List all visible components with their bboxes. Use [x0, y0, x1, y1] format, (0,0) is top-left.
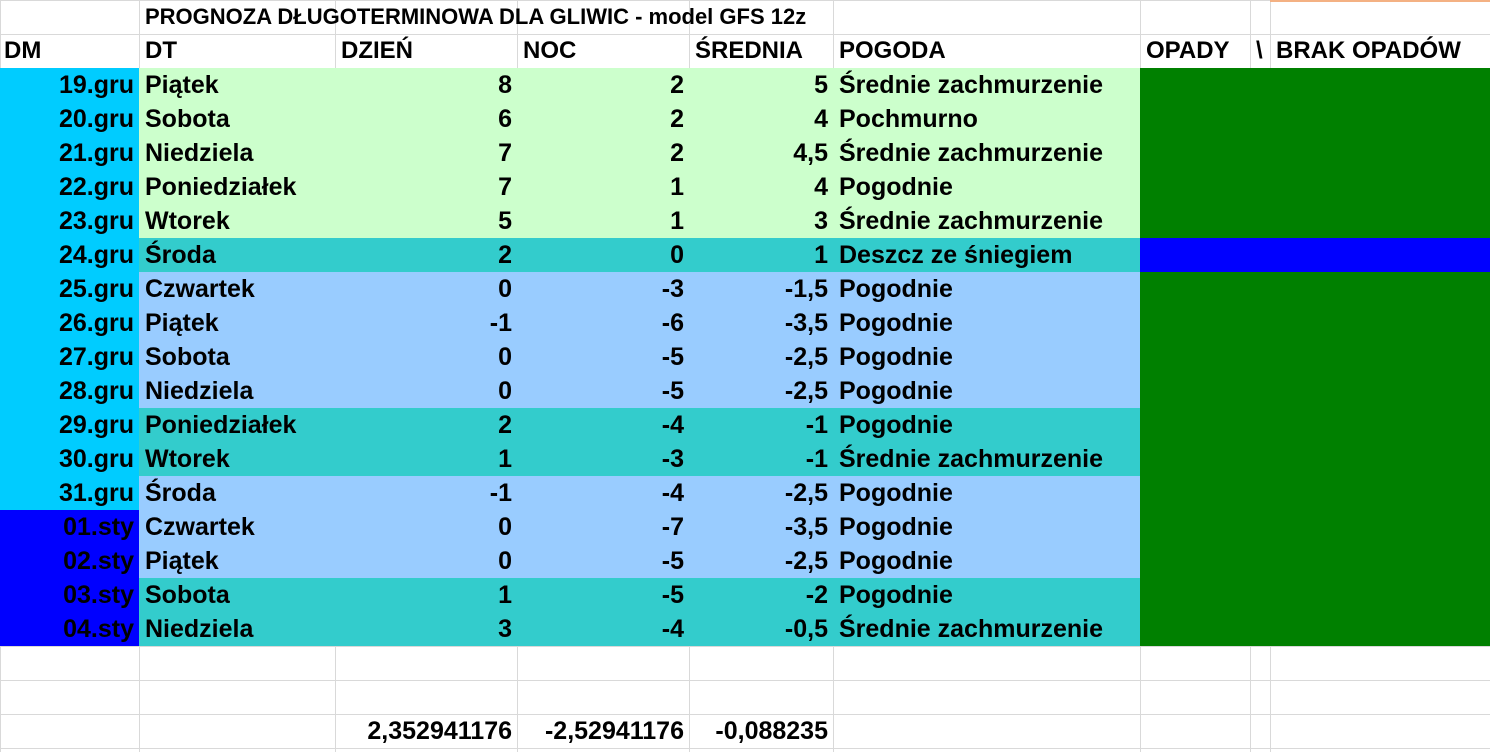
cell-precip-indicator[interactable] [1140, 136, 1490, 170]
cell-avg-temp[interactable]: -1 [689, 442, 833, 476]
cell-avg-temp[interactable]: -1 [689, 408, 833, 442]
cell-weekday[interactable]: Niedziela [139, 136, 335, 170]
row-gridline [0, 646, 1490, 647]
cell-weather[interactable]: Średnie zachmurzenie [833, 442, 1140, 476]
header-brak[interactable]: BRAK OPADÓW [1276, 37, 1461, 64]
cell-date[interactable]: 04.sty [0, 612, 139, 646]
cell-weekday[interactable]: Sobota [139, 102, 335, 136]
cell-precip-indicator[interactable] [1140, 340, 1490, 374]
cell-precip-indicator[interactable] [1140, 102, 1490, 136]
cell-day-temp[interactable]: 0 [335, 510, 517, 544]
cell-weekday[interactable]: Piątek [139, 306, 335, 340]
cell-precip-indicator[interactable] [1140, 510, 1490, 544]
cell-day-temp[interactable]: 2 [335, 408, 517, 442]
cell-precip-indicator[interactable] [1140, 170, 1490, 204]
cell-day-temp[interactable]: -1 [335, 306, 517, 340]
cell-weekday[interactable]: Środa [139, 238, 335, 272]
cell-date[interactable]: 25.gru [0, 272, 139, 306]
cell-weekday[interactable]: Poniedziałek [139, 408, 335, 442]
cell-night-temp[interactable]: -3 [517, 272, 689, 306]
cell-date[interactable]: 19.gru [0, 68, 139, 102]
cell-day-temp[interactable]: 3 [335, 612, 517, 646]
cell-date[interactable]: 28.gru [0, 374, 139, 408]
cell-date[interactable]: 20.gru [0, 102, 139, 136]
avg-night-temp[interactable]: -2,52941176 [544, 717, 684, 745]
cell-date[interactable]: 30.gru [0, 442, 139, 476]
cell-weekday[interactable]: Sobota [139, 578, 335, 612]
cell-precip-indicator[interactable] [1140, 578, 1490, 612]
cell-weather[interactable]: Pogodnie [833, 544, 1140, 578]
cell-date[interactable]: 03.sty [0, 578, 139, 612]
cell-weather[interactable]: Pogodnie [833, 306, 1140, 340]
cell-night-temp[interactable]: -4 [517, 408, 689, 442]
cell-weekday[interactable]: Czwartek [139, 272, 335, 306]
cell-weekday[interactable]: Piątek [139, 544, 335, 578]
cell-avg-temp[interactable]: -2 [689, 578, 833, 612]
cell-precip-indicator[interactable] [1140, 238, 1490, 272]
row-gridline [0, 680, 1490, 681]
cell-day-temp[interactable]: 5 [335, 204, 517, 238]
cell-day-temp[interactable]: 7 [335, 136, 517, 170]
cell-avg-temp[interactable]: -0,5 [689, 612, 833, 646]
header-dt[interactable]: DT [145, 37, 177, 64]
cell-weekday[interactable]: Wtorek [139, 442, 335, 476]
cell-weekday[interactable]: Sobota [139, 340, 335, 374]
cell-day-temp[interactable]: 6 [335, 102, 517, 136]
header-dzien[interactable]: DZIEŃ [341, 37, 413, 64]
cell-precip-indicator[interactable] [1140, 442, 1490, 476]
cell-weekday[interactable]: Czwartek [139, 510, 335, 544]
cell-avg-temp[interactable]: 4 [689, 170, 833, 204]
cell-weather[interactable]: Średnie zachmurzenie [833, 204, 1140, 238]
cell-weekday[interactable]: Niedziela [139, 374, 335, 408]
cell-precip-indicator[interactable] [1140, 272, 1490, 306]
header-opady[interactable]: OPADY [1146, 37, 1230, 64]
cell-night-temp[interactable]: -5 [517, 374, 689, 408]
cell-weather[interactable]: Deszcz ze śniegiem [833, 238, 1140, 272]
cell-night-temp[interactable]: 2 [517, 68, 689, 102]
header-separator[interactable]: \ [1256, 37, 1263, 64]
cell-avg-temp[interactable]: 4 [689, 102, 833, 136]
header-srednia[interactable]: ŚREDNIA [695, 37, 804, 64]
cell-weather[interactable]: Pogodnie [833, 374, 1140, 408]
cell-night-temp[interactable]: 0 [517, 238, 689, 272]
cell-day-temp[interactable]: 0 [335, 544, 517, 578]
row-gridline [0, 748, 1490, 749]
cell-weekday[interactable]: Niedziela [139, 612, 335, 646]
header-noc[interactable]: NOC [523, 37, 577, 64]
cell-date[interactable]: 31.gru [0, 476, 139, 510]
header-pogoda[interactable]: POGODA [839, 37, 946, 64]
cell-night-temp[interactable]: -3 [517, 442, 689, 476]
cell-precip-indicator[interactable] [1140, 612, 1490, 646]
cell-precip-indicator[interactable] [1140, 374, 1490, 408]
cell-precip-indicator[interactable] [1140, 306, 1490, 340]
cell-date[interactable]: 23.gru [0, 204, 139, 238]
cell-weather[interactable]: Pogodnie [833, 578, 1140, 612]
cell-day-temp[interactable]: 0 [335, 272, 517, 306]
cell-day-temp[interactable]: 0 [335, 374, 517, 408]
cell-weekday[interactable]: Wtorek [139, 204, 335, 238]
cell-day-temp[interactable]: 8 [335, 68, 517, 102]
cell-weather[interactable]: Pogodnie [833, 340, 1140, 374]
cell-avg-temp[interactable]: 5 [689, 68, 833, 102]
cell-weather[interactable]: Pochmurno [833, 102, 1140, 136]
cell-avg-temp[interactable]: -2,5 [689, 374, 833, 408]
cell-avg-temp[interactable]: -2,5 [689, 476, 833, 510]
cell-precip-indicator[interactable] [1140, 476, 1490, 510]
cell-weather[interactable]: Pogodnie [833, 272, 1140, 306]
cell-day-temp[interactable]: 2 [335, 238, 517, 272]
cell-night-temp[interactable]: -7 [517, 510, 689, 544]
cell-avg-temp[interactable]: 3 [689, 204, 833, 238]
sheet-title[interactable]: PROGNOZA DŁUGOTERMINOWA DLA GLIWIC - model GFS 12z [145, 4, 807, 29]
cell-date[interactable]: 24.gru [0, 238, 139, 272]
cell-date[interactable]: 27.gru [0, 340, 139, 374]
cell-night-temp[interactable]: 1 [517, 170, 689, 204]
cell-weather[interactable]: Pogodnie [833, 170, 1140, 204]
cell-weather[interactable]: Średnie zachmurzenie [833, 136, 1140, 170]
selection-accent [1270, 0, 1490, 2]
cell-avg-temp[interactable]: -2,5 [689, 544, 833, 578]
cell-night-temp[interactable]: -5 [517, 544, 689, 578]
header-dm[interactable]: DM [4, 37, 42, 64]
cell-night-temp[interactable]: -5 [517, 340, 689, 374]
cell-weather[interactable]: Pogodnie [833, 510, 1140, 544]
cell-weekday[interactable]: Poniedziałek [139, 170, 335, 204]
cell-date[interactable]: 22.gru [0, 170, 139, 204]
cell-night-temp[interactable]: 1 [517, 204, 689, 238]
cell-avg-temp[interactable]: -3,5 [689, 510, 833, 544]
cell-day-temp[interactable]: 1 [335, 442, 517, 476]
cell-day-temp[interactable]: -1 [335, 476, 517, 510]
cell-precip-indicator[interactable] [1140, 68, 1490, 102]
cell-day-temp[interactable]: 1 [335, 578, 517, 612]
cell-avg-temp[interactable]: -2,5 [689, 340, 833, 374]
cell-avg-temp[interactable]: -1,5 [689, 272, 833, 306]
cell-night-temp[interactable]: -4 [517, 612, 689, 646]
avg-mean-temp[interactable]: -0,088235 [715, 717, 828, 745]
cell-avg-temp[interactable]: 1 [689, 238, 833, 272]
cell-weather[interactable]: Pogodnie [833, 408, 1140, 442]
cell-date[interactable]: 29.gru [0, 408, 139, 442]
cell-night-temp[interactable]: 2 [517, 136, 689, 170]
cell-weather[interactable]: Pogodnie [833, 476, 1140, 510]
cell-day-temp[interactable]: 7 [335, 170, 517, 204]
cell-date[interactable]: 26.gru [0, 306, 139, 340]
cell-night-temp[interactable]: 2 [517, 102, 689, 136]
cell-weather[interactable]: Średnie zachmurzenie [833, 68, 1140, 102]
cell-day-temp[interactable]: 0 [335, 340, 517, 374]
cell-avg-temp[interactable]: 4,5 [689, 136, 833, 170]
cell-night-temp[interactable]: -4 [517, 476, 689, 510]
cell-precip-indicator[interactable] [1140, 544, 1490, 578]
cell-precip-indicator[interactable] [1140, 408, 1490, 442]
cell-date[interactable]: 02.sty [0, 544, 139, 578]
cell-weekday[interactable]: Środa [139, 476, 335, 510]
cell-avg-temp[interactable]: -3,5 [689, 306, 833, 340]
cell-weather[interactable]: Średnie zachmurzenie [833, 612, 1140, 646]
cell-night-temp[interactable]: -6 [517, 306, 689, 340]
avg-day-temp[interactable]: 2,352941176 [367, 717, 512, 745]
cell-date[interactable]: 01.sty [0, 510, 139, 544]
cell-night-temp[interactable]: -5 [517, 578, 689, 612]
cell-precip-indicator[interactable] [1140, 204, 1490, 238]
cell-date[interactable]: 21.gru [0, 136, 139, 170]
cell-weekday[interactable]: Piątek [139, 68, 335, 102]
